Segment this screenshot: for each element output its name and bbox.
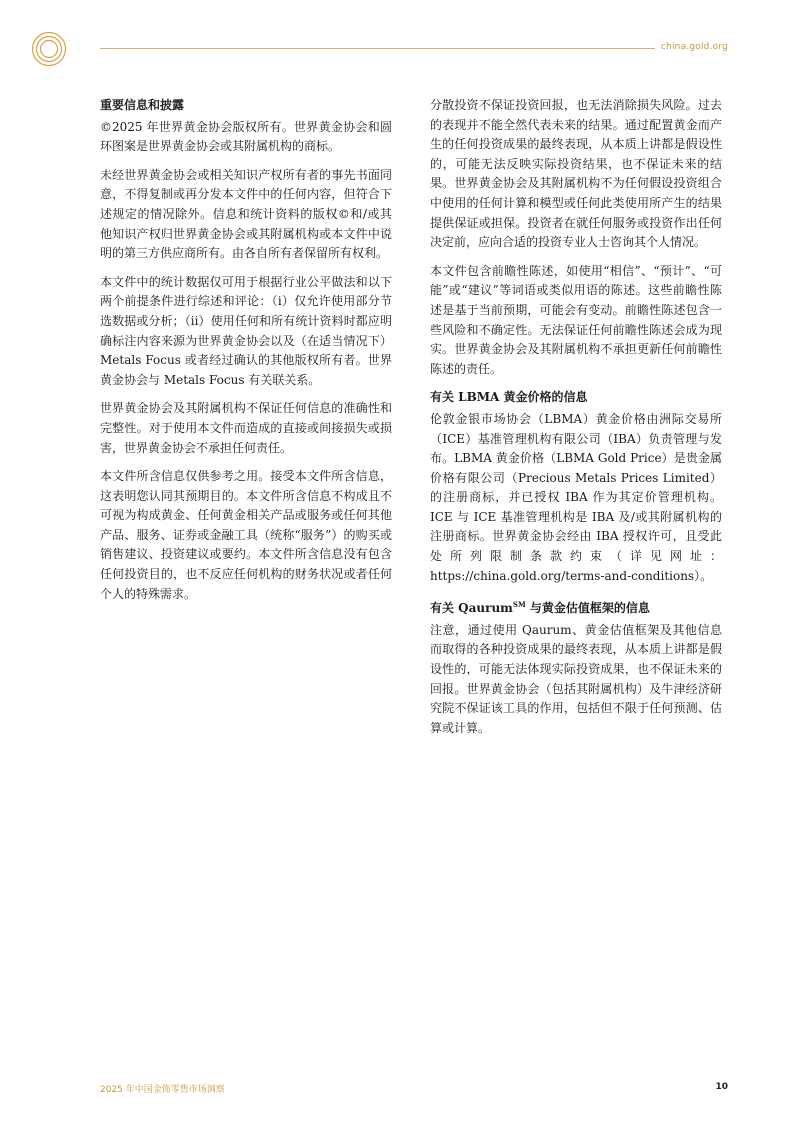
page-number: 10	[715, 1082, 728, 1092]
diversification-paragraph: 分散投资不保证投资回报，也无法消除损失风险。过去的表现并不能全然代表未来的结果。通过配置黄金而产生的任何投资成果的最终表现，从本质上讲都是假设性的，可能无法反映实际投资结果，也不保证未来的结果。世界黄金协会及其附属机构不为任何假设投资组合中使用的任何计算和模型或任何此类使用所产生的结果提供保证或担保。投资者在就任何服务或投资作出任何决定前，应向合适的投资专业人士咨询其个人情况。	[430, 98, 722, 250]
service-mark-superscript: SM	[512, 600, 526, 610]
qaurum-heading-suffix: 与黄金估值框架的信息	[525, 601, 650, 616]
lbma-heading: 有关 LBMA 黄金价格的信息	[430, 390, 588, 405]
gold-rings-logo-icon	[31, 31, 67, 67]
lbma-paragraph: 伦敦金银市场协会（LBMA）黄金价格由洲际交易所（ICE）基准管理机构有限公司（IBA）负责管理与发布。LBMA 黄金价格（LBMA Gold Price）是贵金属价格有限公司（Precious Metals Prices Limited）的注册商标，并已授权 IBA 作为其定价管理机构。ICE 与 ICE 基准管理机构是 IBA 及/或其附属机构的注册商标。世界黄金协会经由 IBA 授权许可，且受此处所列限制条款约束（详见网址：https://china.gold.org/terms-and-conditions）。	[430, 411, 722, 583]
accuracy-paragraph: 世界黄金协会及其附属机构不保证任何信息的准确性和完整性。对于使用本文件而造成的直接或间接损失或损害，世界黄金协会不承担任何责任。	[100, 401, 392, 455]
disclosure-heading: 重要信息和披露	[100, 98, 185, 112]
forward-looking-paragraph: 本文件包含前瞻性陈述，如使用“相信”、“预计”、“可能”或“建议”等词语或类似用语的陈述。这些前瞻性陈述是基于当前预期，可能会有变动。前瞻性陈述包含一些风险和不确定性。无法保证任何前瞻性陈述会成为现实。世界黄金协会及其附属机构不承担更新任何前瞻性陈述的责任。	[430, 263, 722, 376]
qaurum-heading-prefix: 有关 Qaurum	[430, 601, 513, 616]
copyright-paragraph: ©2025 年世界黄金协会版权所有。世界黄金协会和圆环图案是世界黄金协会或其附属机构的商标。	[100, 119, 392, 154]
left-column	[100, 96, 392, 613]
statistics-usage-paragraph: 本文件中的统计数据仅可用于根据行业公平做法和以下两个前提条件进行综述和评论：（i）仅允许使用部分节选数据或分析；（ii）使用任何和所有统计资料时都应明确标注内容来源为世界黄金协会以及（在适当情况下）Metals Focus 或者经过确认的其他版权所有者。世界黄金协会与 Metals Focus 有关联关系。	[100, 274, 392, 387]
qaurum-paragraph: 注意，通过使用 Qaurum、黄金估值框架及其他信息而取得的各种投资成果的最终表现，从本质上讲都是假设性的，可能无法体现实际投资成果，也不保证未来的回报。世界黄金协会（包括其附属机构）及牛津经济研究院不保证该工具的作用，包括但不限于任何预测、估算或计算。	[430, 622, 722, 735]
footer-report-title: 2025 年中国金饰零售市场洞察	[100, 1085, 225, 1095]
header-divider	[100, 48, 724, 49]
site-url-link[interactable]: china.gold.org	[655, 42, 728, 52]
information-purpose-paragraph: 本文件所含信息仅供参考之用。接受本文件所含信息，这表明您认同其预期目的。本文件所含信息不构成且不可视为构成黄金、任何黄金相关产品或服务或任何其他产品、服务、证券或金融工具（统称“服务”）的购买或销售建议、投资建议或要约。本文件所含信息没有包含任何投资目的，也不反应任何机构的财务状况或者任何个人的特殊需求。	[100, 469, 392, 601]
reproduction-paragraph: 未经世界黄金协会或相关知识产权所有者的事先书面同意，不得复制或再分发本文件中的任何内容，但符合下述规定的情况除外。信息和统计资料的版权©和/或其他知识产权归世界黄金协会或其附属机构或本文件中说明的第三方供应商所有。由各自所有者保留所有权利。	[100, 167, 392, 261]
qaurum-heading	[430, 595, 722, 619]
right-column	[430, 96, 722, 747]
